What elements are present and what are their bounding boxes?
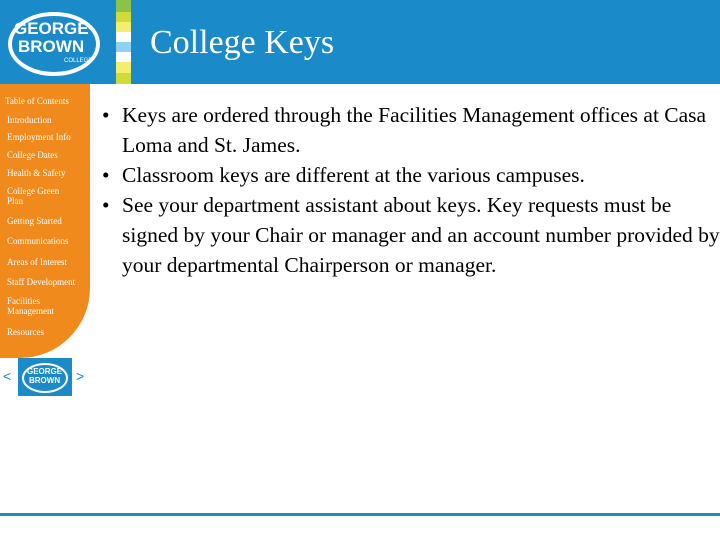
footer-divider <box>0 513 720 516</box>
sidebar-item-college-dates[interactable]: College Dates <box>7 150 58 160</box>
slide-content <box>96 100 720 280</box>
color-strip <box>116 0 131 84</box>
george-brown-logo <box>4 8 108 76</box>
bullet-text: Classroom keys are different at the various campuses. <box>122 163 585 187</box>
page-title: College Keys <box>150 24 335 61</box>
svg-text:GEORGE: GEORGE <box>14 19 89 38</box>
bullet-icon: • <box>102 163 110 187</box>
sidebar-item-areas-of-interest[interactable]: Areas of Interest <box>7 257 67 267</box>
next-arrow-button[interactable]: > <box>76 368 85 384</box>
bullet-item <box>96 100 720 160</box>
svg-text:GEORGE: GEORGE <box>27 367 63 376</box>
sidebar-item-college-green-plan[interactable]: College Green Plan <box>7 186 60 206</box>
sidebar-item-facilities-management[interactable]: Facilities Management <box>7 296 54 316</box>
sidebar-item-resources[interactable]: Resources <box>7 327 44 337</box>
header-bar <box>0 0 720 84</box>
svg-text:COLLEGE: COLLEGE <box>64 58 93 64</box>
sidebar-item-employment-info[interactable]: Employment Info <box>7 132 71 142</box>
sidebar-item-introduction[interactable]: Introduction <box>7 115 52 125</box>
svg-text:BROWN: BROWN <box>18 37 85 56</box>
svg-text:BROWN: BROWN <box>29 376 61 385</box>
sidebar-nav <box>0 84 90 358</box>
bullet-icon: • <box>102 103 110 127</box>
slide-navigation <box>0 356 90 396</box>
sidebar-item-table-of-contents[interactable]: Table of Contents <box>5 96 69 106</box>
sidebar-item-staff-development[interactable]: Staff Development <box>7 277 76 287</box>
george-brown-small-logo[interactable] <box>18 358 72 396</box>
bullet-item <box>96 190 720 280</box>
sidebar-item-communications[interactable]: Communications <box>7 236 69 246</box>
sidebar-item-health-safety[interactable]: Health & Safety <box>7 168 66 178</box>
bullet-item <box>96 160 720 190</box>
bullet-text: See your department assistant about keys. Key requests must be signed by your Chair or manager and an account number provided by your departmental Chairperson or manager. <box>122 193 720 277</box>
sidebar-item-getting-started[interactable]: Getting Started <box>7 216 62 226</box>
prev-arrow-button[interactable]: < <box>3 368 12 384</box>
bullet-icon: • <box>102 193 110 217</box>
bullet-text: Keys are ordered through the Facilities Management offices at Casa Loma and St. James. <box>122 103 707 157</box>
